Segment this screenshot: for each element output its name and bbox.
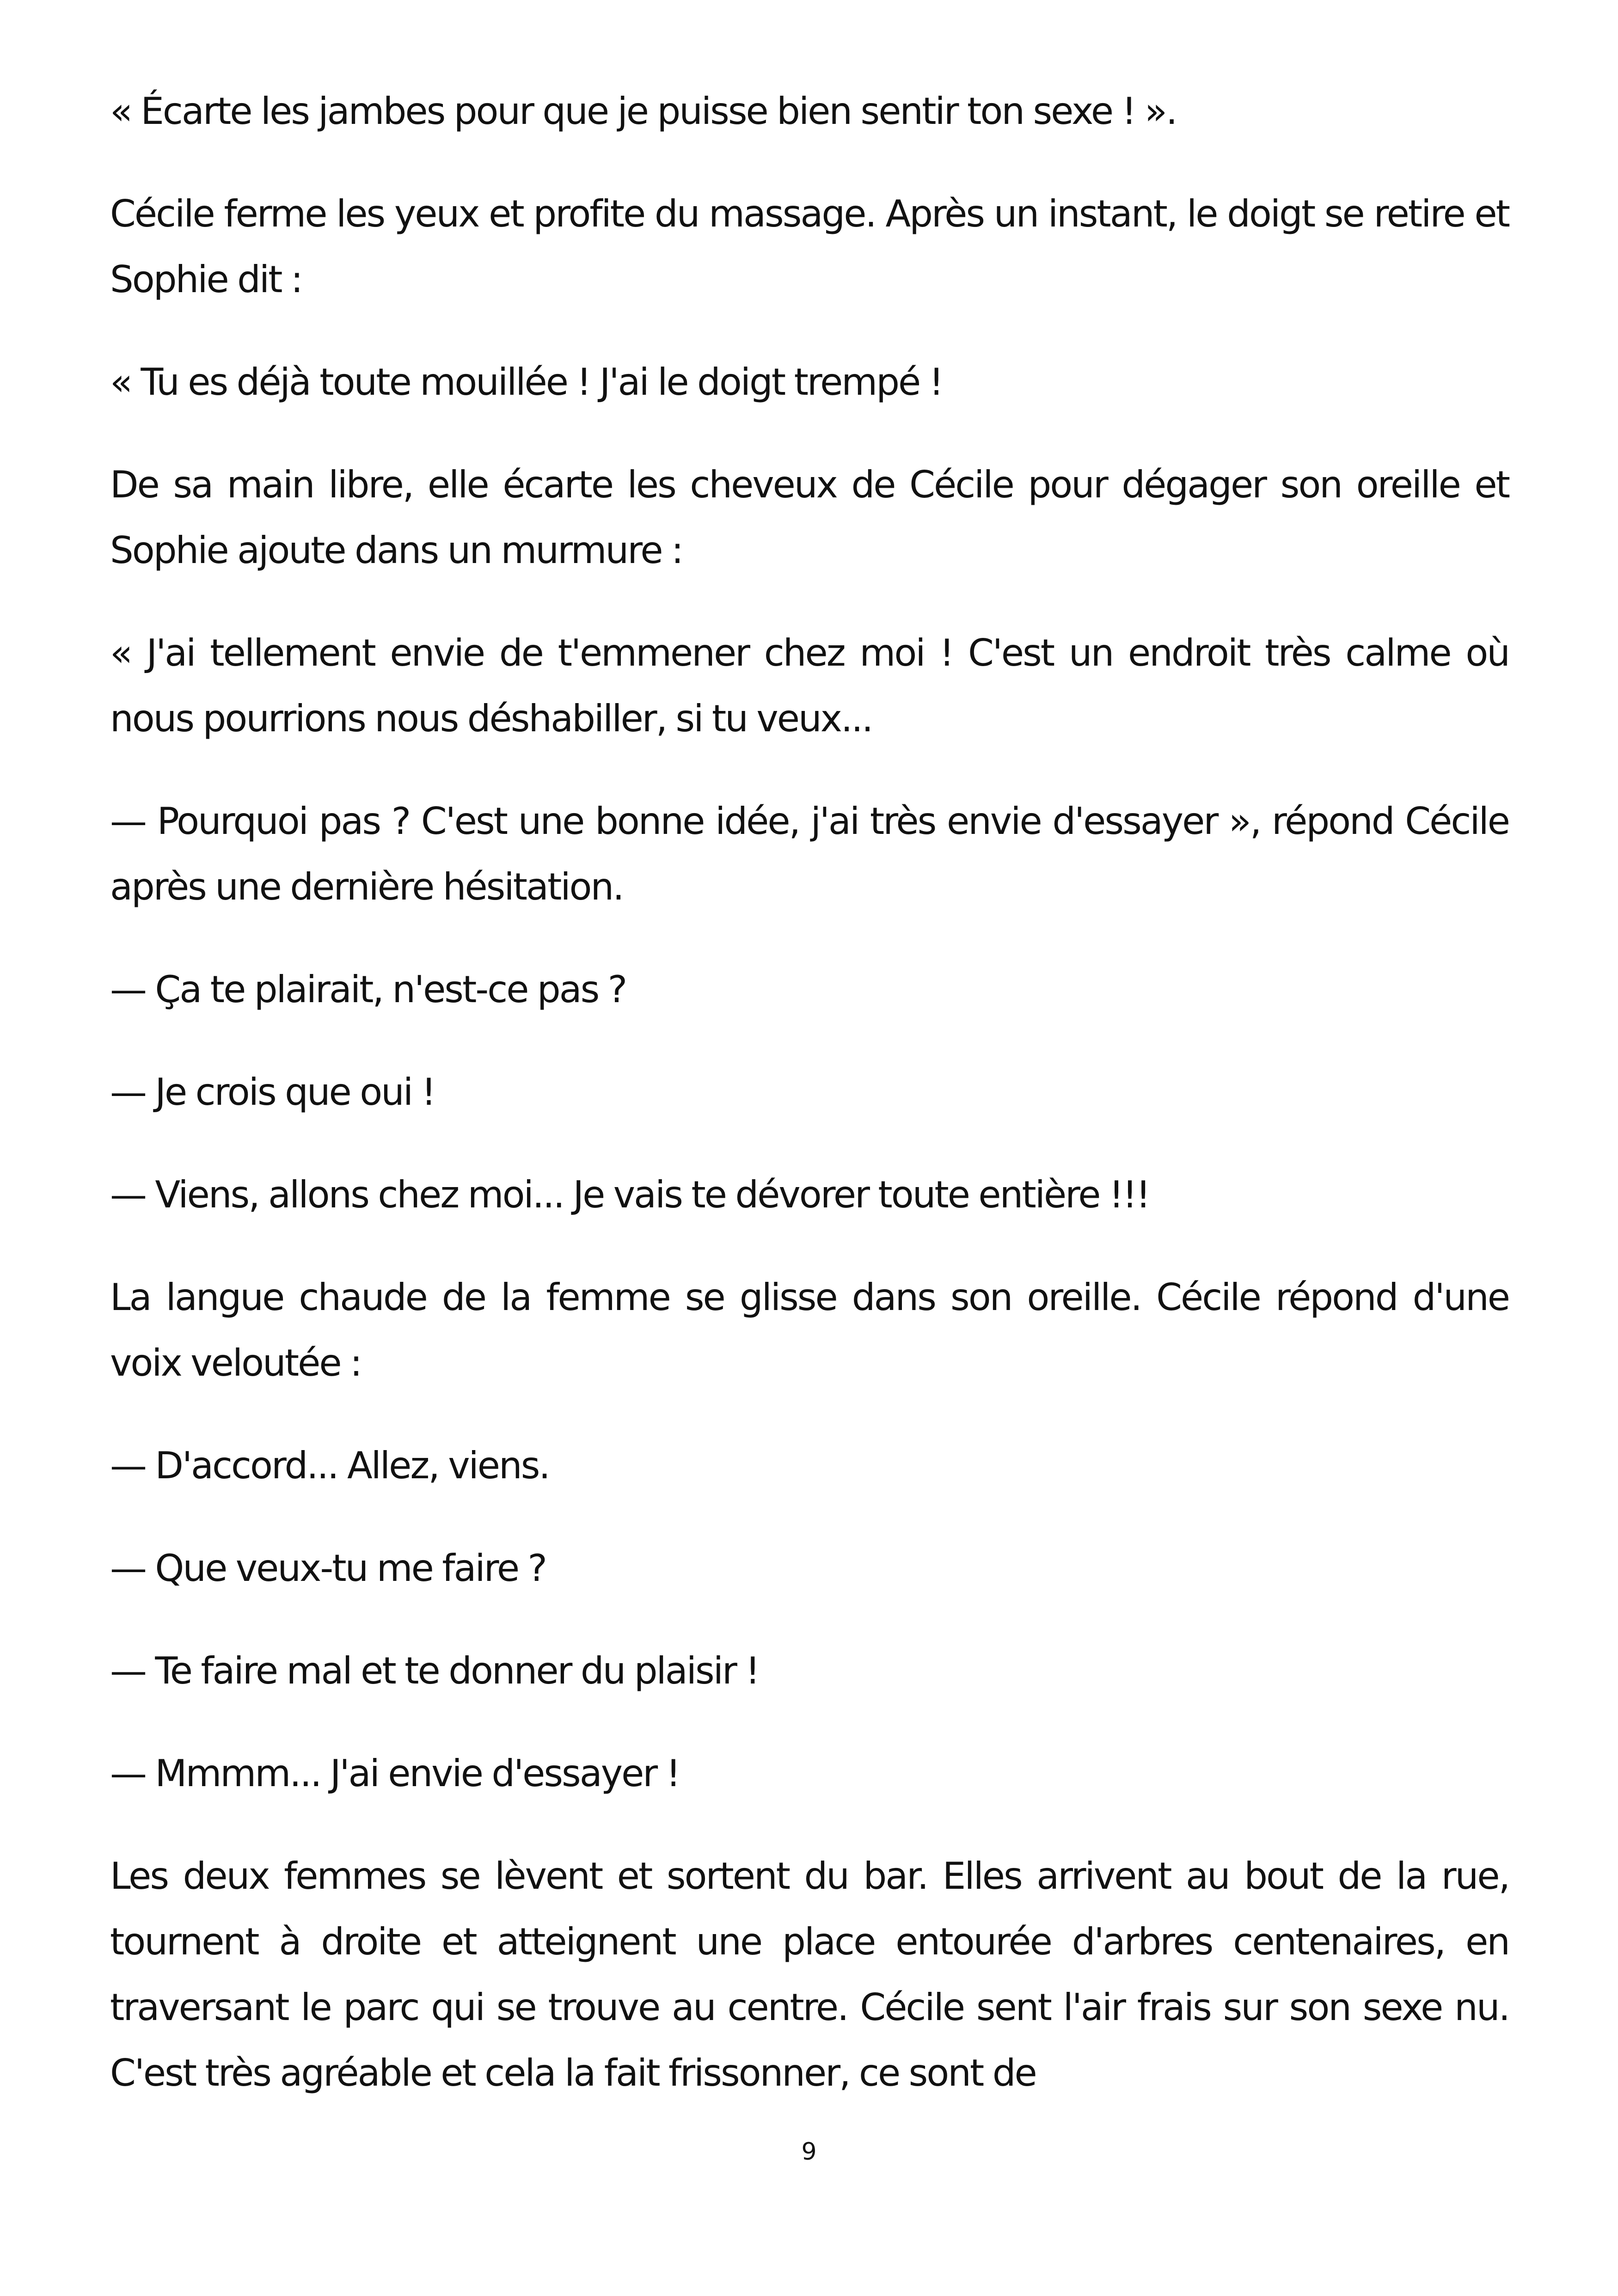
paragraph: « Écarte les jambes pour que je puisse bien sentir ton sexe ! ». [110, 90, 1177, 133]
paragraph: La langue chaude de la femme se glisse dans son oreille. Cécile répond d'une voix veloutée : [110, 1276, 1509, 1384]
paragraph: — Ça te plairait, n'est-ce pas ? [110, 968, 626, 1011]
paragraph: — Pourquoi pas ? C'est une bonne idée, j'ai très envie d'essayer », répond Cécile après une dernière hésitation. [110, 800, 1509, 908]
paragraph: — Je crois que oui ! [110, 1071, 435, 1114]
paragraph: Cécile ferme les yeux et profite du massage. Après un instant, le doigt se retire et Sophie dit : [110, 192, 1509, 301]
paragraph: — Te faire mal et te donner du plaisir ! [110, 1649, 759, 1692]
page-number: 9 [801, 2138, 817, 2166]
paragraph: — D'accord... Allez, viens. [110, 1444, 549, 1487]
paragraph: — Que veux-tu me faire ? [110, 1547, 546, 1590]
paragraph: « Tu es déjà toute mouillée ! J'ai le doigt trempé ! [110, 361, 943, 404]
paragraph: « J'ai tellement envie de t'emmener chez moi ! C'est un endroit très calme où nous pourrions nous déshabiller, si tu veux... [110, 631, 1509, 740]
paragraph: — Mmmm... J'ai envie d'essayer ! [110, 1752, 680, 1795]
paragraph: — Viens, allons chez moi... Je vais te dévorer toute entière !!! [110, 1173, 1150, 1216]
body-text [110, 79, 1509, 2143]
paragraph: Les deux femmes se lèvent et sortent du bar. Elles arrivent au bout de la rue, tournent à droite et atteignent une place entourée d'arbres centenaires, en traversant le parc qui se trouve au centre. Cécile sent l'air frais sur son sexe nu. C'est très agréable et cela la fait frissonner, ce sont de [110, 1855, 1509, 2094]
paragraph: De sa main libre, elle écarte les cheveux de Cécile pour dégager son oreille et Sophie ajoute dans un murmure : [110, 463, 1509, 572]
